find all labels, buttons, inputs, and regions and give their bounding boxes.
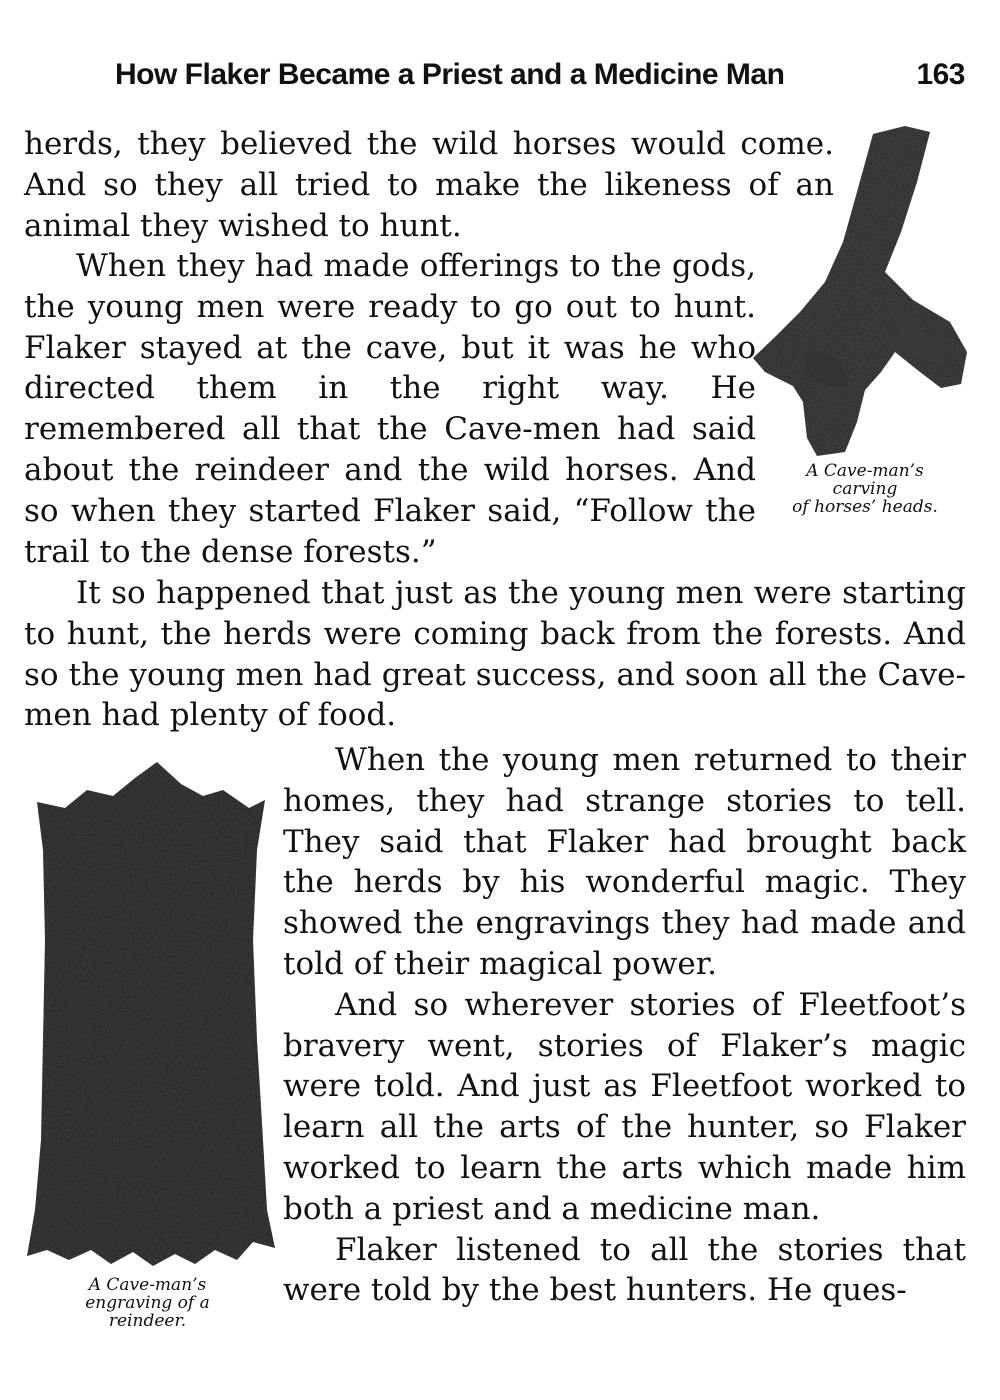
paragraphs-beside-reindeer-figure xyxy=(283,740,966,1311)
caption-line: A Cave-man’s xyxy=(806,461,924,481)
page-number: 163 xyxy=(916,58,965,91)
caption-line: reindeer. xyxy=(108,1311,187,1331)
paragraph: Flaker listened to all the stories that were told by the best hunters. He ques- xyxy=(283,1231,966,1309)
reindeer-figure-caption xyxy=(40,1276,255,1330)
caption-line: A Cave-man’s xyxy=(88,1275,207,1295)
paragraph: And so wherever stories of Fleetfoot’s bravery went, stories of Flaker’s magic were told. And just as Fleetfoot worked to learn all the arts of the hunter, so Flaker worked to learn the arts which made him both a priest and a medicine man. xyxy=(283,986,966,1227)
paragraph: When they had made offerings to the gods, the young men were ready to go out to hunt. Flaker stayed at the cave, but it was he who directed them in the right way. He remembered all that the Cave-men had said about the reindeer and the wild horses. And so when they started Flaker said, “Follow the trail to the dense forests.” xyxy=(24,248,756,570)
caption-line: carving xyxy=(832,479,898,499)
reindeer-engraving-image xyxy=(25,760,275,1270)
paragraph: It so happened that just as the young men were starting to hunt, the herds were coming back from the forests. And so the young men had great success, and soon all the Cave-men had plenty of food. xyxy=(24,575,966,734)
paragraph: When the young men returned to their homes, they had strange stories to tell. They said that Flaker had brought back the herds by his wonderful magic. They showed the engravings they had made and told of their magical power. xyxy=(283,742,966,982)
horse-figure-caption xyxy=(760,462,970,516)
paragraph-continuation xyxy=(24,124,834,246)
caption-line: of horses’ heads. xyxy=(792,497,938,517)
caption-line: engraving of a xyxy=(85,1293,210,1313)
chapter-title: How Flaker Became a Priest and a Medicine Man xyxy=(115,58,785,91)
horse-heads-carving-image xyxy=(745,122,975,462)
running-head xyxy=(115,50,965,100)
paragraph-beside-horse-figure xyxy=(24,246,756,572)
paragraph: herds, they believed the wild horses would come. And so they all tried to make the likeness of an animal they wished to hunt. xyxy=(24,126,834,244)
paragraph-full-width xyxy=(24,573,966,736)
